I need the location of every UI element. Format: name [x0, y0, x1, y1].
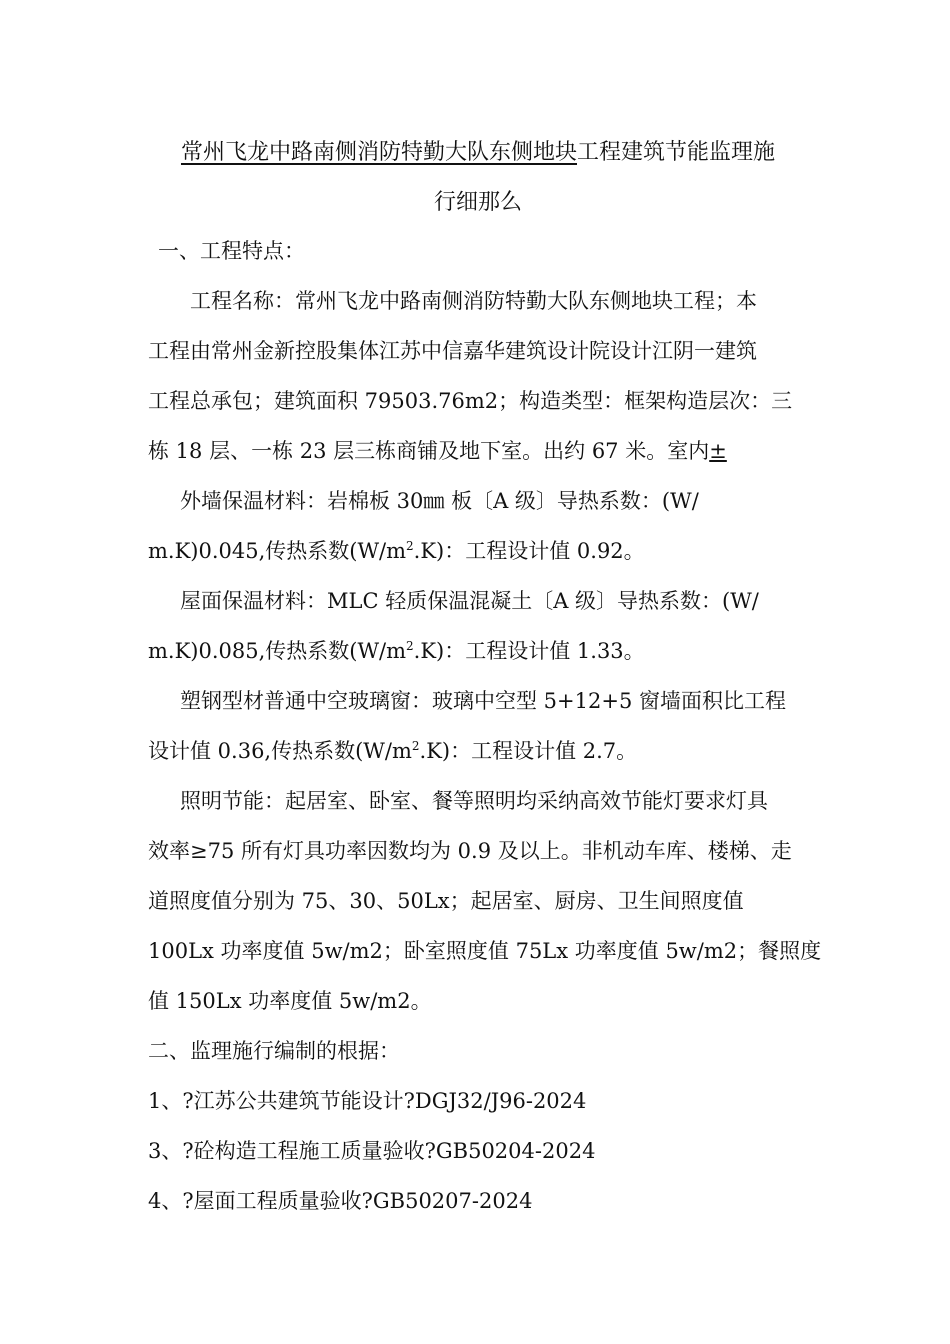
wall-line-2 [148, 536, 645, 566]
window-superscript: 2 [411, 739, 420, 753]
project-line-3: 工程总承包；建筑面积 79503.76m2；构造类型：框架构造层次：三 [148, 389, 793, 413]
project-line-4-text: 栋 18 层、一栋 23 层三栋商铺及地下室。出约 67 米。室内 [148, 439, 710, 463]
window-line-2 [148, 736, 637, 766]
window-line-1: 塑钢型材普通中空玻璃窗：玻璃中空型 5+12+5 窗墙面积比工程 [180, 689, 786, 713]
section-1-heading: 一、工程特点： [158, 239, 305, 263]
project-line-1: 工程名称：常州飞龙中路南侧消防特勤大队东侧地块工程；本 [190, 289, 757, 313]
wall-line-2-b: .K)：工程设计值 0.92。 [413, 539, 645, 563]
document-title [148, 128, 808, 228]
title-line-1 [148, 128, 808, 178]
wall-line-2-a: m.K)0.045,传热系数(W/m [148, 539, 407, 563]
window-line-2-a: 设计值 0.36,传热系数(W/m [148, 739, 412, 763]
title-underlined-part: 常州飞龙中路南侧消防特勤大队东侧地块 [180, 140, 577, 165]
project-line-2: 工程由常州金新控股集体江苏中信嘉华建筑设计院设计江阴一建筑 [148, 339, 757, 363]
reference-item: 1、?江苏公共建筑节能设计?DGJ32/J96-2024 [148, 1089, 587, 1113]
title-rest-part: 工程建筑节能监理施 [577, 140, 776, 165]
title-line-2: 行细那么 [433, 190, 522, 215]
plus-minus-symbol: ± [709, 439, 727, 463]
reference-item: 4、?屋面工程质量验收?GB50207-2024 [148, 1189, 533, 1213]
reference-item: 3、?砼构造工程施工质量验收?GB50204-2024 [148, 1139, 596, 1163]
lighting-line-1: 照明节能：起居室、卧室、餐等照明均采纳高效节能灯要求灯具 [180, 789, 768, 813]
roof-line-2-b: .K)：工程设计值 1.33。 [413, 639, 645, 663]
project-line-4 [148, 436, 727, 466]
lighting-line-2: 效率≥75 所有灯具功率因数均为 0.9 及以上。非机动车库、楼梯、走 [148, 839, 792, 863]
lighting-line-5: 值 150Lx 功率度值 5w/m2。 [148, 989, 432, 1013]
lighting-line-4: 100Lx 功率度值 5w/m2；卧室照度值 75Lx 功率度值 5w/m2；餐照度 [148, 939, 822, 963]
section-2-heading: 二、监理施行编制的根据： [148, 1039, 400, 1063]
roof-line-2 [148, 636, 645, 666]
wall-line-1: 外墙保温材料：岩棉板 30㎜ 板〔A 级〕导热系数：(W/ [180, 489, 699, 513]
lighting-line-3: 道照度值分别为 75、30、50Lx；起居室、厨房、卫生间照度值 [148, 889, 744, 913]
roof-superscript: 2 [406, 639, 414, 653]
wall-superscript: 2 [406, 539, 414, 553]
roof-line-2-a: m.K)0.085,传热系数(W/m [148, 639, 407, 663]
roof-line-1: 屋面保温材料：MLC 轻质保温混凝土〔A 级〕导热系数：(W/ [180, 589, 759, 613]
window-line-2-b: .K)：工程设计值 2.7。 [419, 739, 638, 763]
